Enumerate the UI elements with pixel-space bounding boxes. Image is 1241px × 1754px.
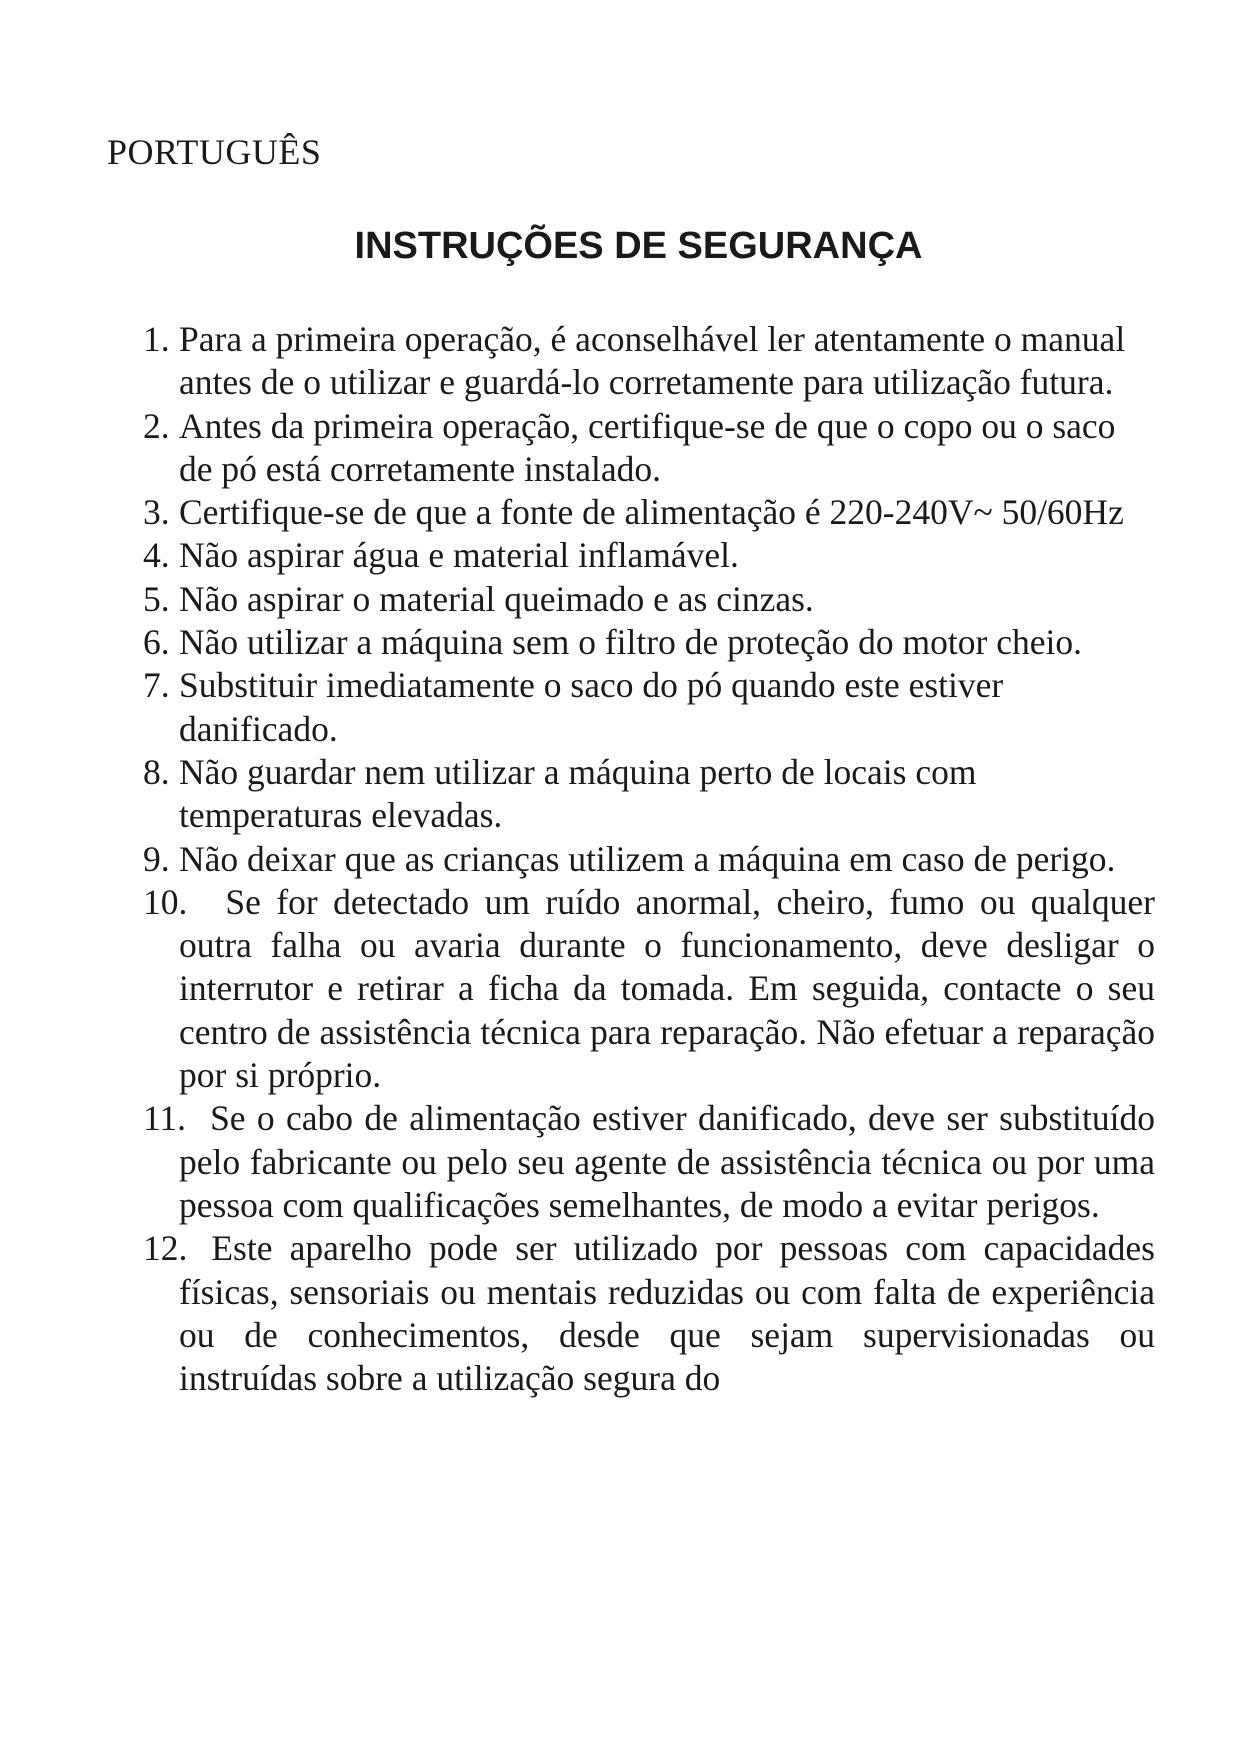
item-number: 9. bbox=[143, 838, 170, 879]
item-text: Não aspirar água e material inflamável. bbox=[179, 535, 739, 576]
item-text: Antes da primeira operação, certifique-se de que o copo ou o saco de pó está corretamente instalado. bbox=[179, 405, 1116, 489]
page-title: INSTRUÇÕES DE SEGURANÇA bbox=[354, 225, 923, 267]
list-item bbox=[143, 838, 1155, 881]
list-item bbox=[143, 621, 1155, 664]
item-number: 11. bbox=[143, 1098, 187, 1139]
list-item bbox=[143, 405, 1155, 492]
item-number: 2. bbox=[143, 405, 170, 446]
list-item bbox=[143, 318, 1155, 405]
item-number: 6. bbox=[143, 622, 170, 663]
item-number: 3. bbox=[143, 492, 170, 533]
item-number: 1. bbox=[143, 319, 170, 359]
item-text: Este aparelho pode ser utilizado por pessoas com capacidades físicas, sensoriais ou mentais reduzidas ou com falta de experiência ou de conhecimentos, desde que sejam supervisionadas ou instruídas sobre a utilização segura do bbox=[179, 1228, 1155, 1399]
item-text: Não guardar nem utilizar a máquina perto de locais com temperaturas elevadas. bbox=[179, 751, 977, 836]
item-text: Não deixar que as crianças utilizem a máquina em caso de perigo. bbox=[179, 838, 1116, 879]
item-number: 10. bbox=[143, 881, 188, 922]
list-item bbox=[143, 578, 1155, 621]
list-item bbox=[143, 491, 1155, 534]
language-heading: PORTUGUÊS bbox=[107, 132, 322, 172]
item-text: Não utilizar a máquina sem o filtro de proteção do motor cheio. bbox=[179, 622, 1082, 663]
item-text: Não aspirar o material queimado e as cinzas. bbox=[179, 578, 814, 619]
item-number: 8. bbox=[143, 751, 170, 792]
item-text: Se for detectado um ruído anormal, cheiro, fumo ou qualquer outra falha ou avaria durante o funcionamento, deve desligar o interrutor e retirar a ficha da tomada. Em seguida, contacte o seu centro de assistência técnica para reparação. Não efetuar a reparação por si próprio. bbox=[179, 881, 1155, 1096]
list-item bbox=[143, 1227, 1155, 1400]
item-text: Para a primeira operação, é aconselhável ler atentamente o manual antes de o utilizar e guardá-lo corretamente para utilização futura. bbox=[179, 319, 1126, 403]
item-text: Se o cabo de alimentação estiver danificado, deve ser substituído pelo fabricante ou pelo seu agente de assistência técnica ou por uma pessoa com qualificações semelhantes, de modo a evitar perigos. bbox=[179, 1098, 1155, 1225]
item-number: 7. bbox=[143, 665, 170, 706]
list-item bbox=[143, 881, 1155, 1097]
item-text: Certifique-se de que a fonte de alimentação é 220-240V~ 50/60Hz bbox=[179, 492, 1124, 533]
list-item bbox=[143, 751, 1155, 838]
safety-instructions-list bbox=[143, 318, 1155, 1400]
item-number: 5. bbox=[143, 578, 170, 619]
item-number: 12. bbox=[143, 1228, 188, 1269]
item-text: Substituir imediatamente o saco do pó quando este estiver danificado. bbox=[179, 665, 1004, 749]
list-item bbox=[143, 1097, 1155, 1227]
list-item bbox=[143, 664, 1155, 751]
list-item bbox=[143, 534, 1155, 577]
item-number: 4. bbox=[143, 535, 170, 576]
